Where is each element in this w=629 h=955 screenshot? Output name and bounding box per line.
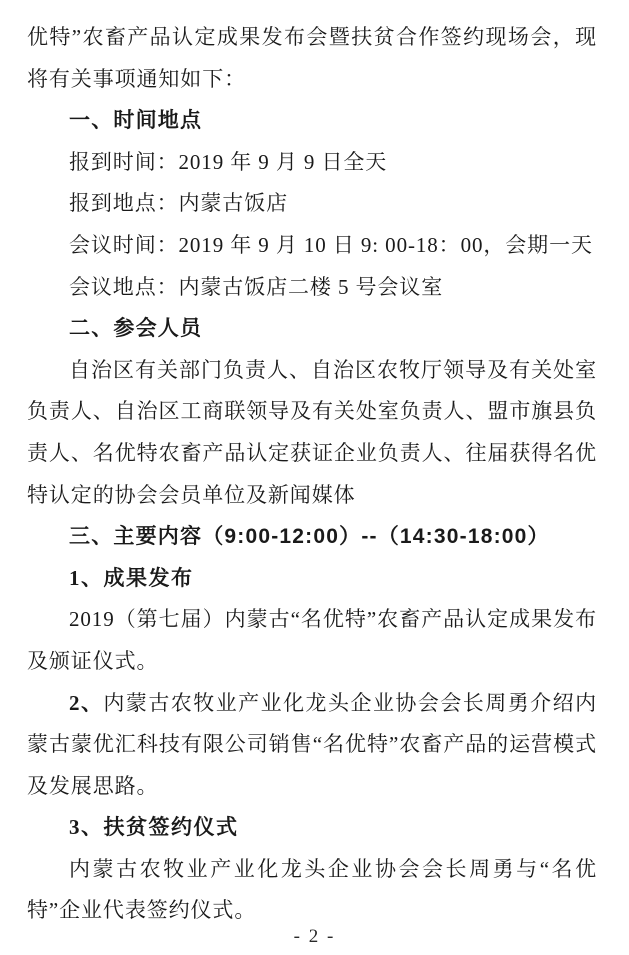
item-2-body: [27, 683, 597, 808]
item-1-body: 2019（第七届）内蒙古“名优特”农畜产品认定成果发布及颁证仪式。: [27, 607, 597, 673]
meeting-place-line: 会议地点：内蒙古饭店二楼 5 号会议室: [69, 274, 444, 299]
item-3-body: 内蒙古农牧业产业化龙头企业协会会长周勇与“名优特”企业代表签约仪式。: [27, 856, 597, 923]
meeting-time-line: 会议时间：2019 年 9 月 10 日 9: 00-18：00，会期一天: [69, 232, 593, 257]
registration-place-line: 报到地点：内蒙古饭店: [69, 191, 288, 216]
registration-time-line: 报到时间：2019 年 9 月 9 日全天: [69, 149, 388, 174]
section-2-body: 自治区有关部门负责人、自治区农牧厅领导及有关处室负责人、自治区工商联领导及有关处室负责人、盟市旗县负责人、名优特农畜产品认定获证企业负责人、往届获得名优特认定的协会会员单位及新闻媒体: [27, 357, 597, 507]
item-1-heading: 1、成果发布: [69, 565, 194, 590]
item-2-text: 内蒙古农牧业产业化龙头企业协会会长周勇介绍内蒙古蒙优汇科技有限公司销售“名优特”农畜产品的运营模式及发展思路。: [27, 690, 597, 798]
item-3-heading: 3、扶贫签约仪式: [69, 815, 239, 840]
section-3-heading: 三、主要内容（9:00-12:00）--（14:30-18:00）: [69, 525, 550, 549]
section-2-heading: 二、参会人员: [69, 317, 203, 341]
intro-paragraph: 优特”农畜产品认定成果发布会暨扶贫合作签约现场会，现将有关事项通知如下：: [27, 25, 597, 91]
page-number: - 2 -: [293, 926, 336, 947]
section-1-heading: 一、时间地点: [69, 109, 203, 133]
item-2-number: 2、: [69, 690, 104, 715]
